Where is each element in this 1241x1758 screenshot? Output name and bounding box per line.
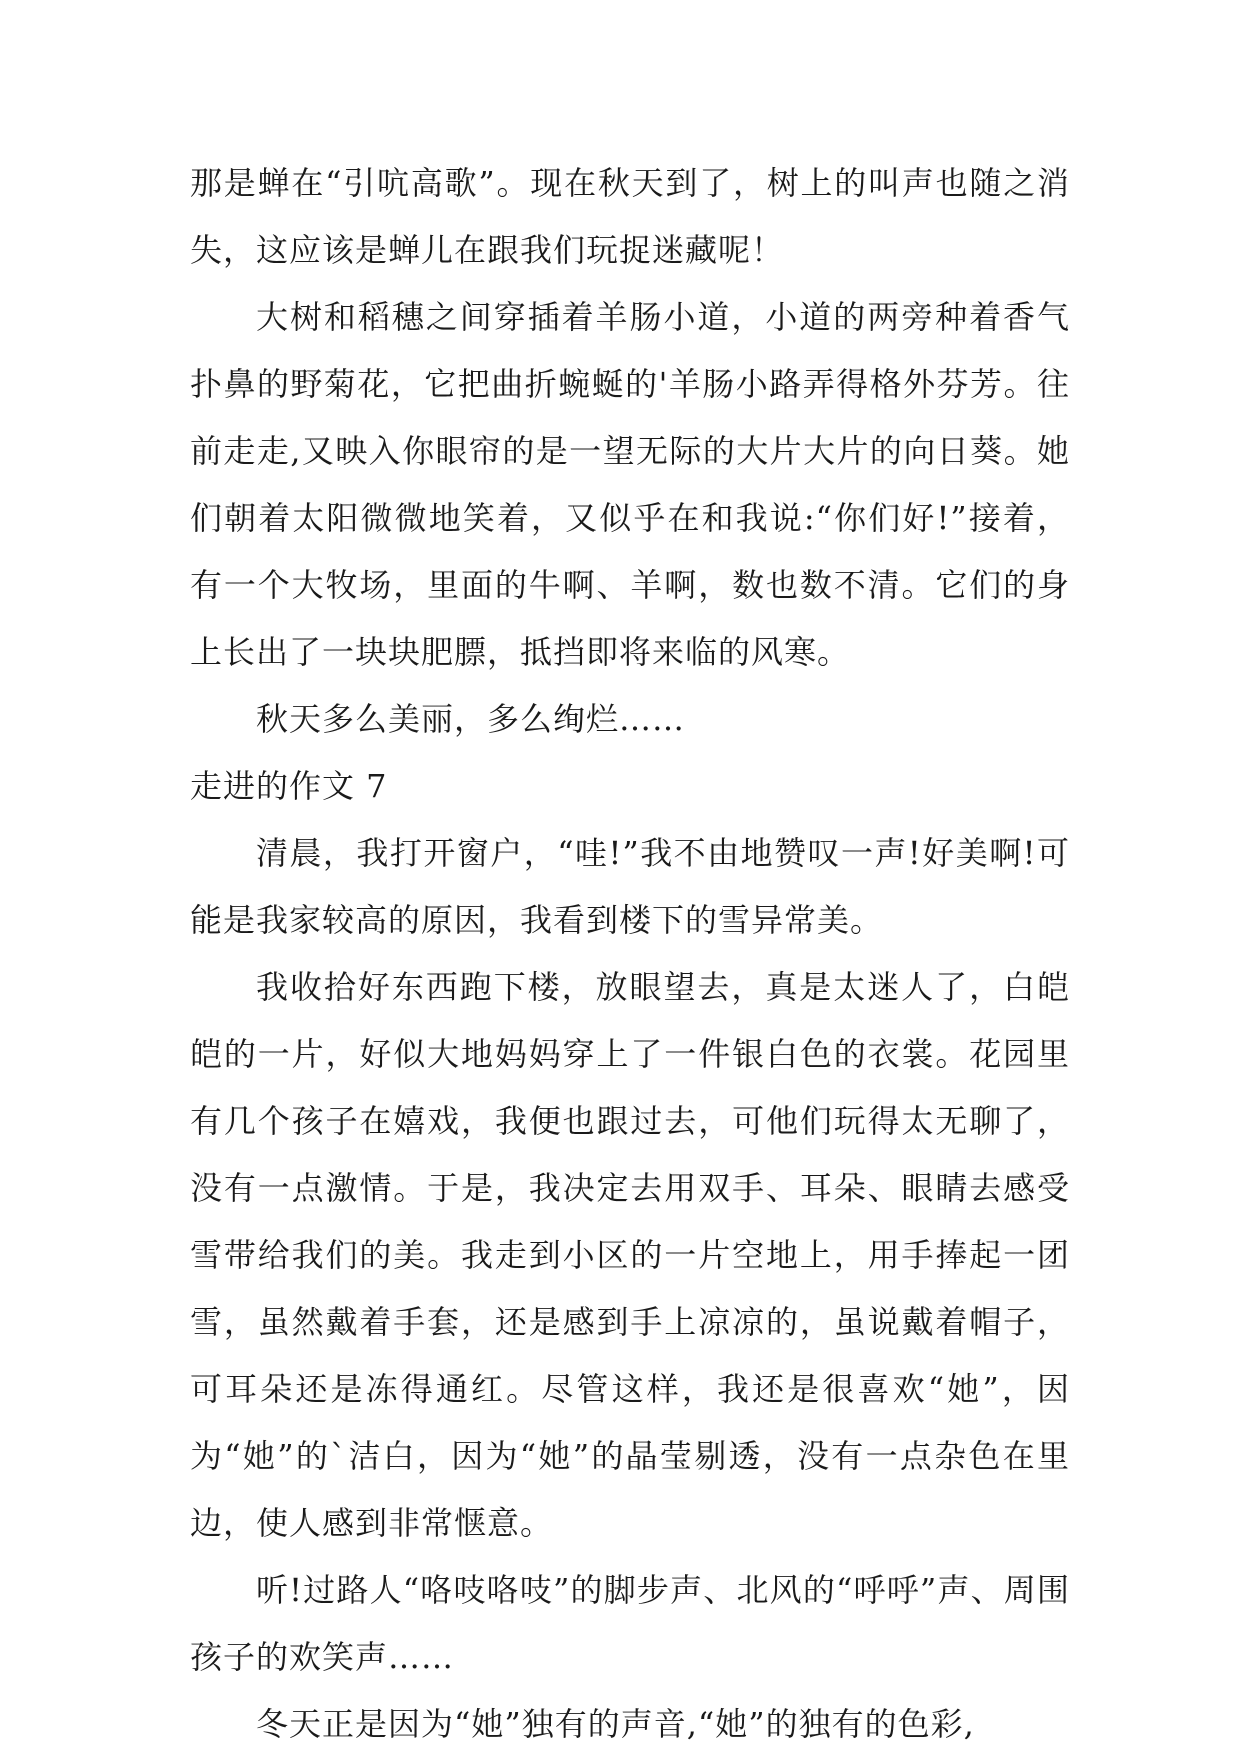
paragraph-path-flowers: 大树和稻穗之间穿插着羊肠小道，小道的两旁种着香气扑鼻的野菊花，它把曲折蜿蜒的'羊肠小路弄得格外芬芳。往前走走,又映入你眼帘的是一望无际的大片大片的向日葵。她们朝着太阳微微地笑着，又似乎在和我说:“你们好!”接着，有一个大牧场，里面的牛啊、羊啊，数也数不清。它们的身上长出了一块块肥膘，抵挡即将来临的风寒。 (190, 298, 1070, 671)
section-title: 走进的作文 7 (190, 767, 388, 805)
paragraph-snow-play: 我收拾好东西跑下楼，放眼望去，真是太迷人了，白皑皑的一片，好似大地妈妈穿上了一件银白色的衣裳。花园里有几个孩子在嬉戏，我便也跟过去，可他们玩得太无聊了，没有一点激情。于是，我决定去用双手、耳朵、眼睛去感受雪带给我们的美。我走到小区的一片空地上，用手捧起一团雪，虽然戴着手套，还是感到手上凉凉的，虽说戴着帽子，可耳朵还是冻得通红。尽管这样，我还是很喜欢“她”，因为“她”的`洁白，因为“她”的晶莹剔透，没有一点杂色在里边，使人感到非常惬意。 (190, 968, 1070, 1542)
paragraph-winter-colors: 冬天正是因为“她”独有的声音,“她”的独有的色彩, (256, 1705, 975, 1743)
paragraph-sounds: 听!过路人“咯吱咯吱”的脚步声、北风的“呼呼”声、周围孩子的欢笑声…… (190, 1571, 1070, 1676)
paragraph-cicada: 那是蝉在“引吭高歌”。现在秋天到了，树上的叫声也随之消失，这应该是蝉儿在跟我们玩捉迷藏呢！ (190, 164, 1070, 269)
document-body (190, 150, 1070, 1758)
paragraph-autumn-beautiful: 秋天多么美丽，多么绚烂…… (256, 700, 686, 738)
paragraph-morning-window: 清晨，我打开窗户，“哇!”我不由地赞叹一声!好美啊!可能是我家较高的原因，我看到楼下的雪异常美。 (190, 834, 1070, 939)
